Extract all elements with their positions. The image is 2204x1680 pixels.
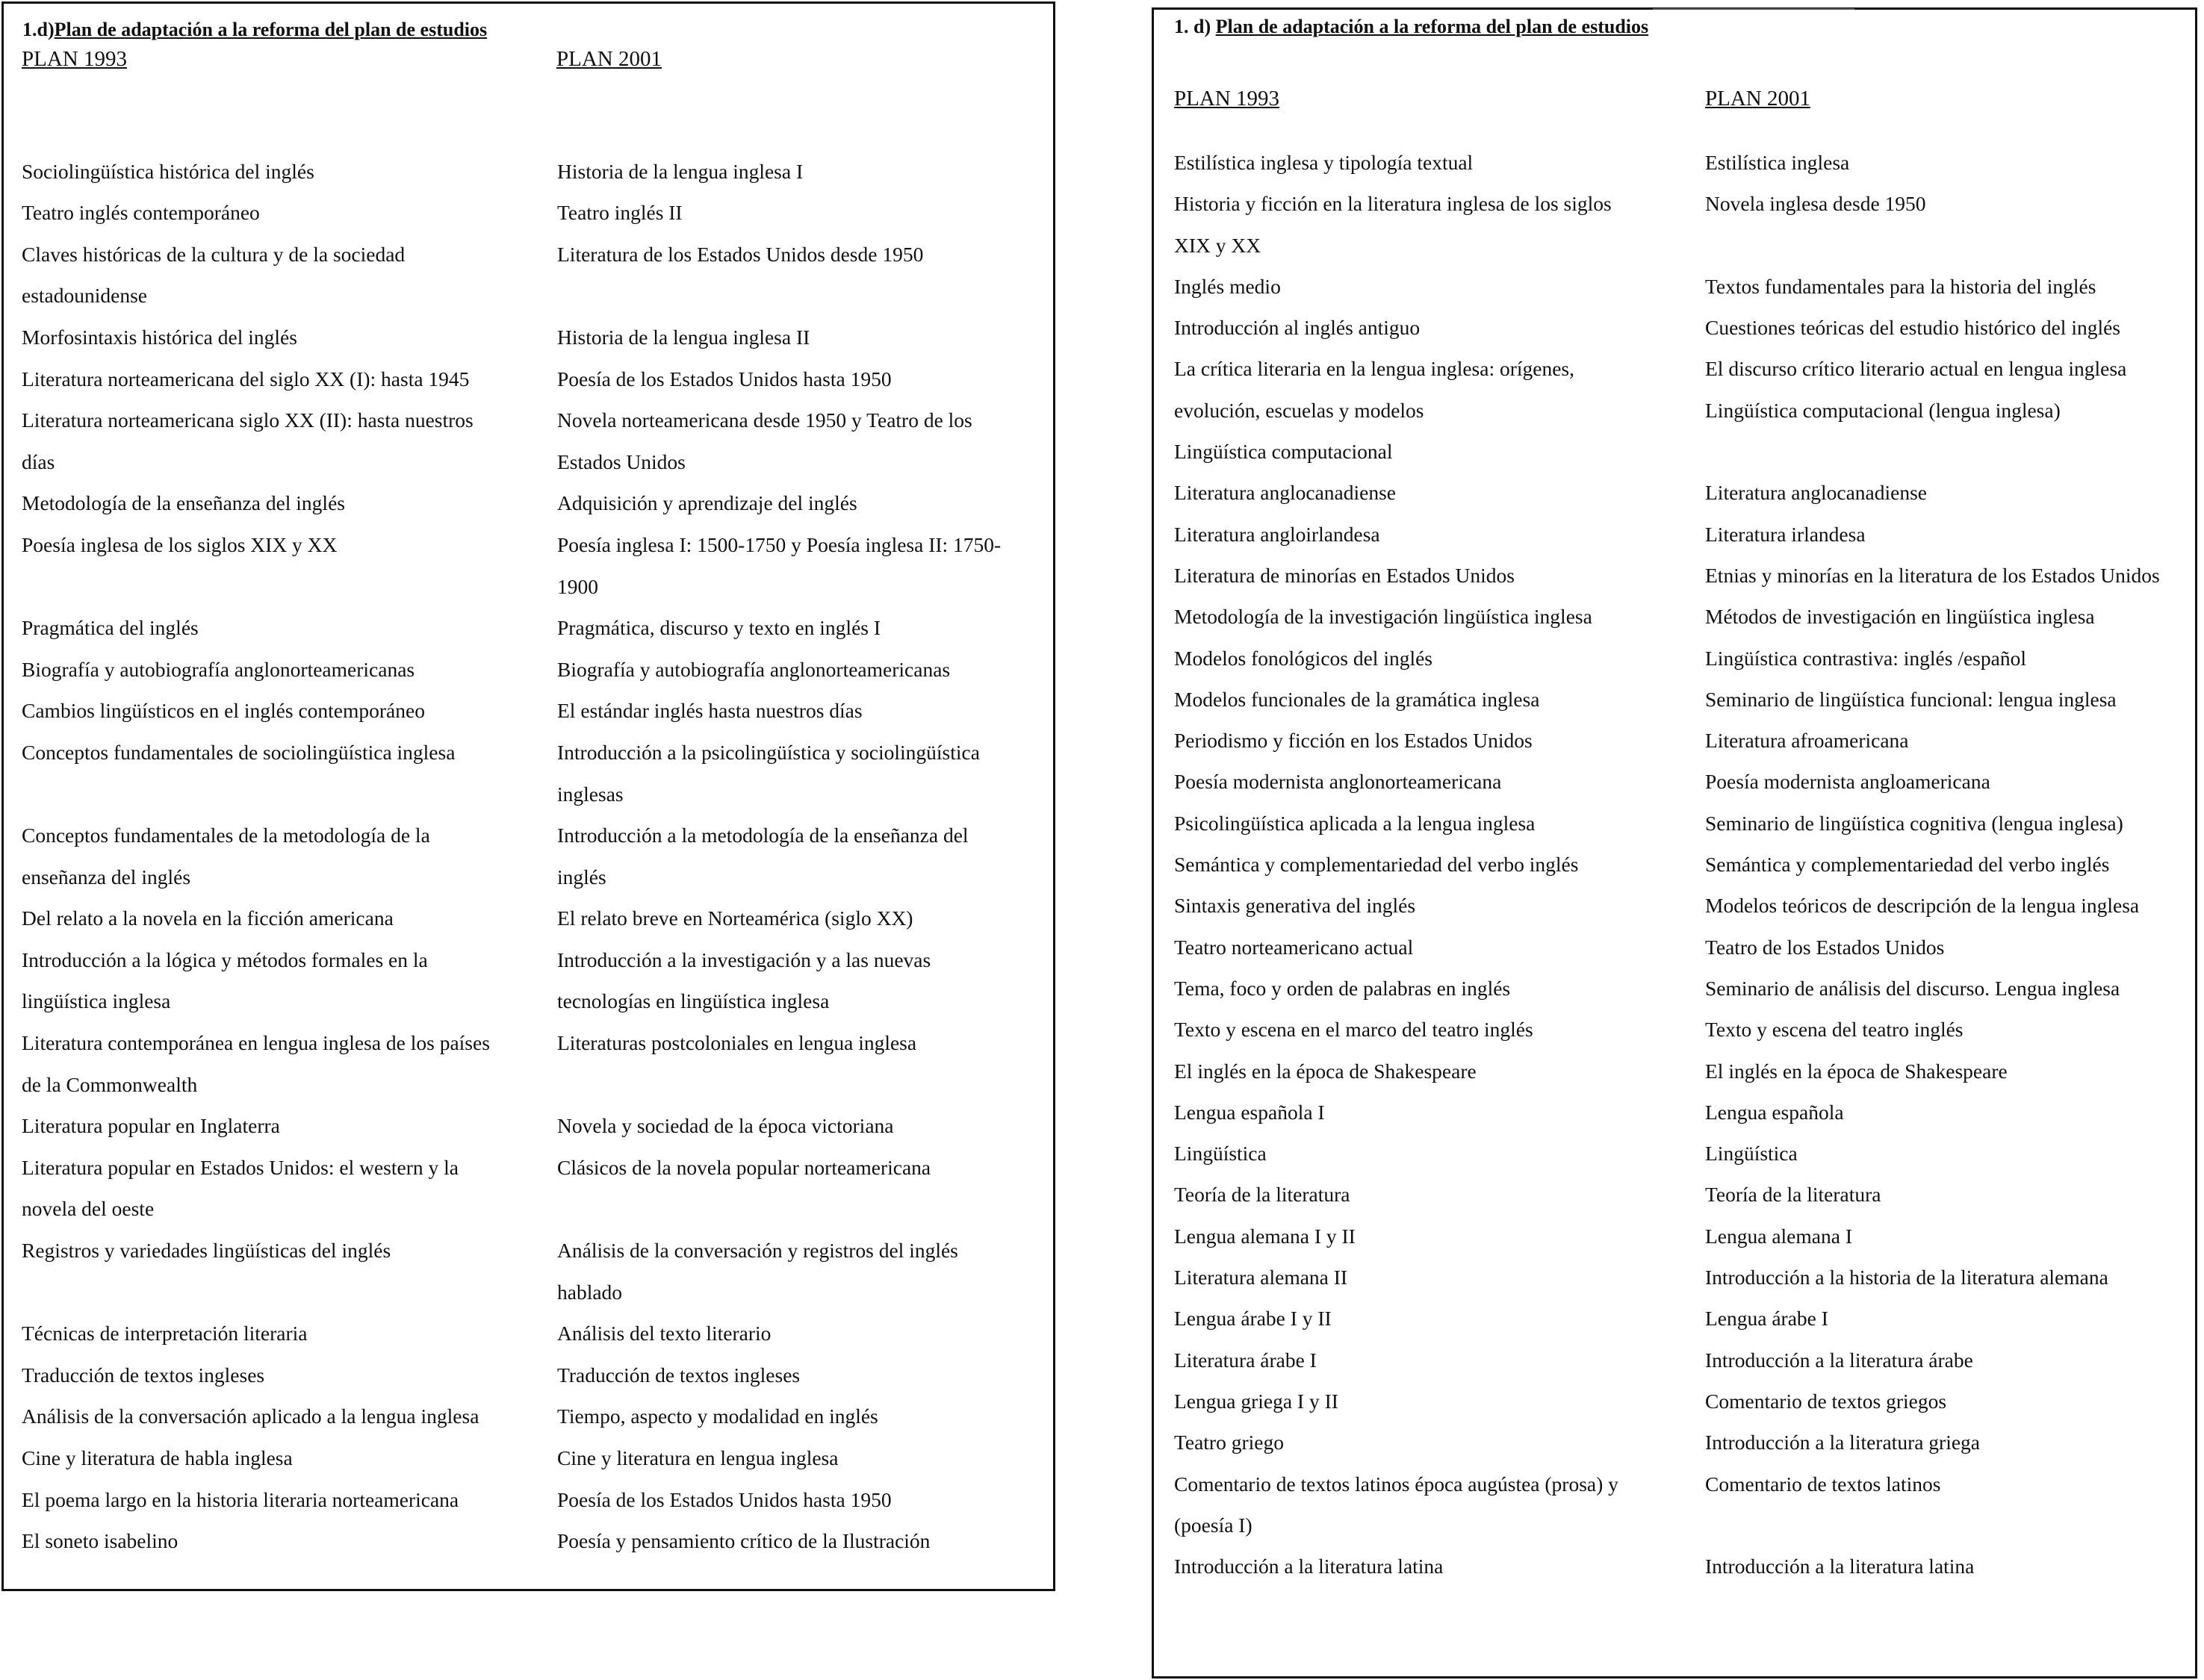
plan-2001-subject: Comentario de textos griegos	[1705, 1389, 1947, 1413]
plan-1993-subject: Cambios lingüísticos en el inglés contemporáneo	[22, 699, 425, 723]
table-row	[1154, 1092, 2195, 1133]
table-row	[4, 1520, 1053, 1562]
title-prefix: 1.d)	[22, 19, 55, 40]
plan-1993-subject: Teoría de la literatura	[1174, 1183, 1350, 1207]
plan-1993-subject: Lingüística	[1174, 1142, 1267, 1166]
plan-1993-subject: Teatro griego	[1174, 1431, 1284, 1455]
plan-2001-subject: Cuestiones teóricas del estudio histórico del inglés	[1705, 316, 2121, 340]
plan-1993-subject: Registros y variedades lingüísticas del inglés	[22, 1239, 391, 1263]
plan-1993-subject: Psicolingüística aplicada a la lengua inglesa	[1174, 811, 1536, 835]
plan-1993-subject: Poesía inglesa de los siglos XIX y XX	[22, 532, 338, 556]
plan-2001-subject: El estándar inglés hasta nuestros días	[557, 699, 863, 723]
table-row	[1154, 803, 2195, 844]
table-row	[1154, 1174, 2195, 1215]
plan-2001-subject: Teatro de los Estados Unidos	[1705, 935, 1945, 959]
plan-2001-subject: Etnias y minorías en la literatura de los Estados Unidos	[1705, 563, 2160, 587]
table-row	[1154, 555, 2195, 596]
table-row	[4, 192, 1053, 234]
table-row	[1154, 1216, 2195, 1257]
table-row	[1154, 514, 2195, 555]
table-row	[1154, 720, 2195, 761]
equivalence-table	[1154, 142, 2195, 1587]
plan-1993-subject: Lengua alemana I y II	[1174, 1224, 1356, 1248]
plan-2001-subject: El discurso crítico literario actual en lengua inglesa Lingüística computacional (lengua inglesa)	[1705, 357, 2127, 422]
table-row	[1154, 885, 2195, 926]
table-row	[4, 109, 1053, 151]
plan-2001-subject: Seminario de análisis del discurso. Lengua inglesa	[1705, 976, 2120, 1000]
table-row	[4, 1396, 1053, 1437]
plan-2001-subject: Lingüística contrastiva: inglés /español	[1705, 646, 2026, 670]
table-row	[1154, 142, 2195, 183]
table-row	[4, 234, 1053, 317]
plan-1993-subject: Modelos fonológicos del inglés	[1174, 646, 1433, 670]
table-row	[1154, 266, 2195, 307]
title-main: Plan de adaptación a la reforma del plan de estudios	[1215, 16, 1649, 37]
plan-2001-subject: Lengua alemana I	[1705, 1224, 1852, 1248]
table-row	[4, 358, 1053, 400]
top-rule	[1653, 8, 1854, 10]
table-row	[4, 1022, 1053, 1105]
plan-1993-subject: El inglés en la época de Shakespeare	[1174, 1059, 1477, 1083]
table-row	[4, 897, 1053, 939]
table-row	[4, 1313, 1053, 1354]
page-title	[1174, 16, 1648, 38]
plan-1993-subject: Metodología de la enseñanza del inglés	[22, 491, 345, 515]
table-row	[1154, 1133, 2195, 1174]
plan-2001-subject: Poesía de los Estados Unidos hasta 1950	[557, 367, 892, 391]
plan-2001-subject: Historia de la lengua inglesa II	[557, 325, 810, 349]
table-row	[4, 815, 1053, 897]
plan-2001-subject: Cine y literatura en lengua inglesa	[557, 1446, 839, 1469]
plan-2001-subject: Introducción a la literatura griega	[1705, 1431, 1981, 1455]
plan-1993-subject: Literatura anglocanadiense	[1174, 481, 1396, 505]
plan-1993-subject: Literatura de minorías en Estados Unidos	[1174, 563, 1515, 587]
table-row	[1154, 1422, 2195, 1463]
plan-1993-subject: Técnicas de interpretación literaria	[22, 1322, 308, 1345]
plan-1993-subject: Literatura alemana II	[1174, 1266, 1348, 1289]
plan-1993-subject: Modelos funcionales de la gramática inglesa	[1174, 687, 1540, 711]
plan-2001-subject: Novela norteamericana desde 1950 y Teatro de los Estados Unidos	[557, 408, 972, 473]
plan-2001-subject: Métodos de investigación en lingüística inglesa	[1705, 605, 2095, 629]
table-row	[1154, 927, 2195, 968]
table-row	[1154, 431, 2195, 472]
plan-1993-subject: Literatura popular en Inglaterra	[22, 1114, 280, 1138]
table-row	[1154, 638, 2195, 679]
plan-2001-subject: Biografía y autobiografía anglonorteamericanas	[557, 657, 951, 681]
plan-1993-subject: Historia y ficción en la literatura inglesa de los siglos XIX y XX	[1174, 192, 1612, 257]
plan-2001-subject: Análisis del texto literario	[557, 1322, 772, 1345]
plan-1993-subject: Poesía modernista anglonorteamericana	[1174, 770, 1502, 794]
plan-1993-subject: Traducción de textos ingleses	[22, 1363, 265, 1387]
plan-1993-subject: Texto y escena en el marco del teatro inglés	[1174, 1018, 1533, 1042]
plan-1993-subject: Lengua griega I y II	[1174, 1389, 1338, 1413]
table-row	[1154, 844, 2195, 885]
plan-1993-subject	[4, 109, 557, 151]
plan-1993-subject: Comentario de textos latinos época augústea (prosa) y (poesía I)	[1174, 1472, 1618, 1537]
table-row	[1154, 307, 2195, 348]
table-row	[1154, 1051, 2195, 1092]
plan-2001-subject: Lingüística	[1705, 1142, 1798, 1166]
plan-1993-subject: Sintaxis generativa del inglés	[1174, 894, 1416, 918]
plan-1993-subject: Introducción a la literatura latina	[1174, 1555, 1444, 1578]
title-main: Plan de adaptación a la reforma del plan de estudios	[54, 19, 488, 40]
plan-1993-subject: El soneto isabelino	[22, 1529, 179, 1553]
plan-2001-subject: Texto y escena del teatro inglés	[1705, 1018, 1964, 1042]
title-prefix: 1. d)	[1174, 16, 1211, 37]
plan-2001-subject	[1705, 431, 2191, 472]
plan-2001-subject: Introducción a la historia de la literatura alemana	[1705, 1266, 2108, 1289]
plan-1993-subject: Inglés medio	[1174, 274, 1281, 298]
table-row	[4, 1230, 1053, 1313]
plan-1993-subject: Literatura angloirlandesa	[1174, 522, 1380, 546]
plan-2001-subject: Literaturas postcoloniales en lengua inglesa	[557, 1031, 917, 1055]
plan-1993-subject: La crítica literaria en la lengua inglesa: orígenes, evolución, escuelas y modelos	[1174, 357, 1574, 422]
table-row	[1154, 1381, 2195, 1422]
plan-2001-subject	[557, 109, 1050, 151]
table-row	[4, 1354, 1053, 1396]
plan-2001-subject: Introducción a la investigación y a las nuevas tecnologías en lingüística inglesa	[557, 948, 931, 1013]
table-row	[1154, 1340, 2195, 1381]
plan-1993-subject: Conceptos fundamentales de la metodología de la enseñanza del inglés	[22, 824, 430, 889]
plan-2001-subject: Poesía y pensamiento crítico de la Ilustración	[557, 1529, 931, 1553]
plan-2001-subject: Modelos teóricos de descripción de la lengua inglesa	[1705, 894, 2140, 918]
plan-1993-subject: Literatura contemporánea en lengua inglesa de los países de la Commonwealth	[22, 1031, 490, 1096]
plan-2001-subject: Teatro inglés II	[557, 201, 683, 225]
plan-2001-subject: Historia de la lengua inglesa I	[557, 159, 804, 183]
plan-2001-subject: Estilística inglesa	[1705, 151, 1850, 174]
plan-2001-subject: Literatura afroamericana	[1705, 729, 1909, 753]
plan-2001-subject: Introducción a la literatura árabe	[1705, 1348, 1973, 1372]
plan-2001-subject: Literatura de los Estados Unidos desde 1950	[557, 242, 924, 266]
table-row	[1154, 1546, 2195, 1587]
table-row	[4, 524, 1053, 607]
plan-1993-subject: Lengua española I	[1174, 1100, 1325, 1124]
plan-1993-subject: Análisis de la conversación aplicado a la lengua inglesa	[22, 1404, 479, 1428]
plan-1993-subject: Lengua árabe I y II	[1174, 1307, 1332, 1331]
plan-2001-subject: Lengua árabe I	[1705, 1307, 1828, 1331]
plan-2001-subject: Introducción a la metodología de la enseñanza del inglés	[557, 824, 969, 889]
plan-2001-subject: El inglés en la época de Shakespeare	[1705, 1059, 2008, 1083]
table-row	[1154, 1298, 2195, 1339]
plan-1993-subject: El poema largo en la historia literaria norteamericana	[22, 1487, 459, 1511]
plan-1993-subject: Teatro norteamericano actual	[1174, 935, 1414, 959]
plan-1993-subject: Lingüística computacional	[1174, 440, 1393, 464]
plan-1993-subject: Literatura árabe I	[1174, 1348, 1317, 1372]
plan-2001-subject: Adquisición y aprendizaje del inglés	[557, 491, 857, 515]
table-row	[4, 1105, 1053, 1147]
plan-1993-subject: Introducción a la lógica y métodos formales en la lingüística inglesa	[22, 948, 428, 1013]
col-header-plan-1993: PLAN 1993	[1174, 87, 1279, 111]
table-row	[1154, 472, 2195, 513]
plan-1993-subject: Biografía y autobiografía anglonorteamericanas	[22, 657, 415, 681]
table-row	[1154, 1463, 2195, 1546]
plan-2001-subject: Comentario de textos latinos	[1705, 1472, 1941, 1496]
table-row	[4, 482, 1053, 524]
plan-2001-subject: Introducción a la psicolingüística y sociolingüística inglesas	[557, 740, 980, 806]
table-row	[4, 607, 1053, 649]
table-row	[4, 151, 1053, 193]
plan-2001-subject: Poesía modernista angloamericana	[1705, 770, 1990, 794]
plan-1993-subject: Literatura popular en Estados Unidos: el western y la novela del oeste	[22, 1155, 459, 1221]
table-row	[1154, 596, 2195, 637]
table-row	[1154, 1257, 2195, 1298]
left-document-page	[1, 1, 1055, 1591]
plan-1993-subject: Literatura norteamericana del siglo XX (I): hasta 1945	[22, 367, 470, 391]
plan-2001-subject: Traducción de textos ingleses	[557, 1363, 801, 1387]
table-row	[4, 1479, 1053, 1521]
plan-1993-subject: Introducción al inglés antiguo	[1174, 316, 1421, 340]
table-row	[4, 690, 1053, 732]
plan-2001-subject: Literatura irlandesa	[1705, 522, 1866, 546]
table-row	[1154, 348, 2195, 431]
plan-1993-subject: Metodología de la investigación lingüística inglesa	[1174, 605, 1592, 629]
table-row	[1154, 761, 2195, 802]
col-header-plan-1993: PLAN 1993	[22, 47, 127, 71]
table-row	[4, 939, 1053, 1022]
table-row	[1154, 968, 2195, 1009]
plan-2001-subject: El relato breve en Norteamérica (siglo XX)	[557, 906, 913, 930]
table-row	[4, 732, 1053, 815]
plan-1993-subject: Cine y literatura de habla inglesa	[22, 1446, 293, 1469]
plan-1993-subject: Periodismo y ficción en los Estados Unidos	[1174, 729, 1533, 753]
table-row	[4, 1437, 1053, 1479]
plan-2001-subject: Literatura anglocanadiense	[1705, 481, 1927, 505]
table-row	[1154, 183, 2195, 266]
plan-2001-subject: Novela inglesa desde 1950	[1705, 192, 1926, 216]
plan-1993-subject: Tema, foco y orden de palabras en inglés	[1174, 976, 1511, 1000]
plan-1993-subject: Del relato a la novela en la ficción americana	[22, 906, 394, 930]
plan-2001-subject: Semántica y complementariedad del verbo inglés	[1705, 853, 2110, 877]
plan-2001-subject: Pragmática, discurso y texto en inglés I	[557, 616, 881, 640]
plan-1993-subject: Estilística inglesa y tipología textual	[1174, 151, 1474, 174]
right-document-page	[1152, 7, 2197, 1679]
plan-2001-subject: Lengua española	[1705, 1100, 1844, 1124]
plan-2001-subject: Teoría de la literatura	[1705, 1183, 1881, 1207]
table-row	[4, 317, 1053, 358]
col-header-plan-2001: PLAN 2001	[1705, 87, 1810, 111]
plan-2001-subject: Tiempo, aspecto y modalidad en inglés	[557, 1404, 878, 1428]
plan-1993-subject: Teatro inglés contemporáneo	[22, 201, 260, 225]
plan-2001-subject: Clásicos de la novela popular norteamericana	[557, 1155, 931, 1179]
plan-2001-subject: Novela y sociedad de la época victoriana	[557, 1114, 894, 1138]
plan-1993-subject: Semántica y complementariedad del verbo inglés	[1174, 853, 1579, 877]
plan-2001-subject: Textos fundamentales para la historia del inglés	[1705, 274, 2096, 298]
table-row	[1154, 679, 2195, 720]
plan-1993-subject: Literatura norteamericana siglo XX (II): hasta nuestros días	[22, 408, 474, 473]
table-row	[4, 649, 1053, 691]
plan-1993-subject: Morfosintaxis histórica del inglés	[22, 325, 297, 349]
plan-2001-subject: Seminario de lingüística cognitiva (lengua inglesa)	[1705, 811, 2123, 835]
plan-1993-subject: Conceptos fundamentales de sociolingüística inglesa	[22, 740, 456, 764]
plan-2001-subject: Seminario de lingüística funcional: lengua inglesa	[1705, 687, 2117, 711]
plan-1993-subject: Claves históricas de la cultura y de la sociedad estadounidense	[22, 242, 406, 308]
plan-2001-subject: Introducción a la literatura latina	[1705, 1555, 1975, 1578]
plan-2001-subject: Poesía inglesa I: 1500-1750 y Poesía inglesa II: 1750- 1900	[557, 532, 1002, 598]
table-row	[4, 399, 1053, 482]
plan-1993-subject: Pragmática del inglés	[22, 616, 199, 640]
page-title	[22, 19, 487, 41]
table-row	[1154, 1009, 2195, 1050]
col-header-plan-2001: PLAN 2001	[556, 47, 662, 71]
plan-1993-subject: Sociolingüística histórica del inglés	[22, 159, 314, 183]
equivalence-table	[4, 109, 1053, 1562]
table-row	[4, 1147, 1053, 1230]
plan-2001-subject: Análisis de la conversación y registros del inglés hablado	[557, 1239, 958, 1304]
plan-2001-subject: Poesía de los Estados Unidos hasta 1950	[557, 1487, 892, 1511]
